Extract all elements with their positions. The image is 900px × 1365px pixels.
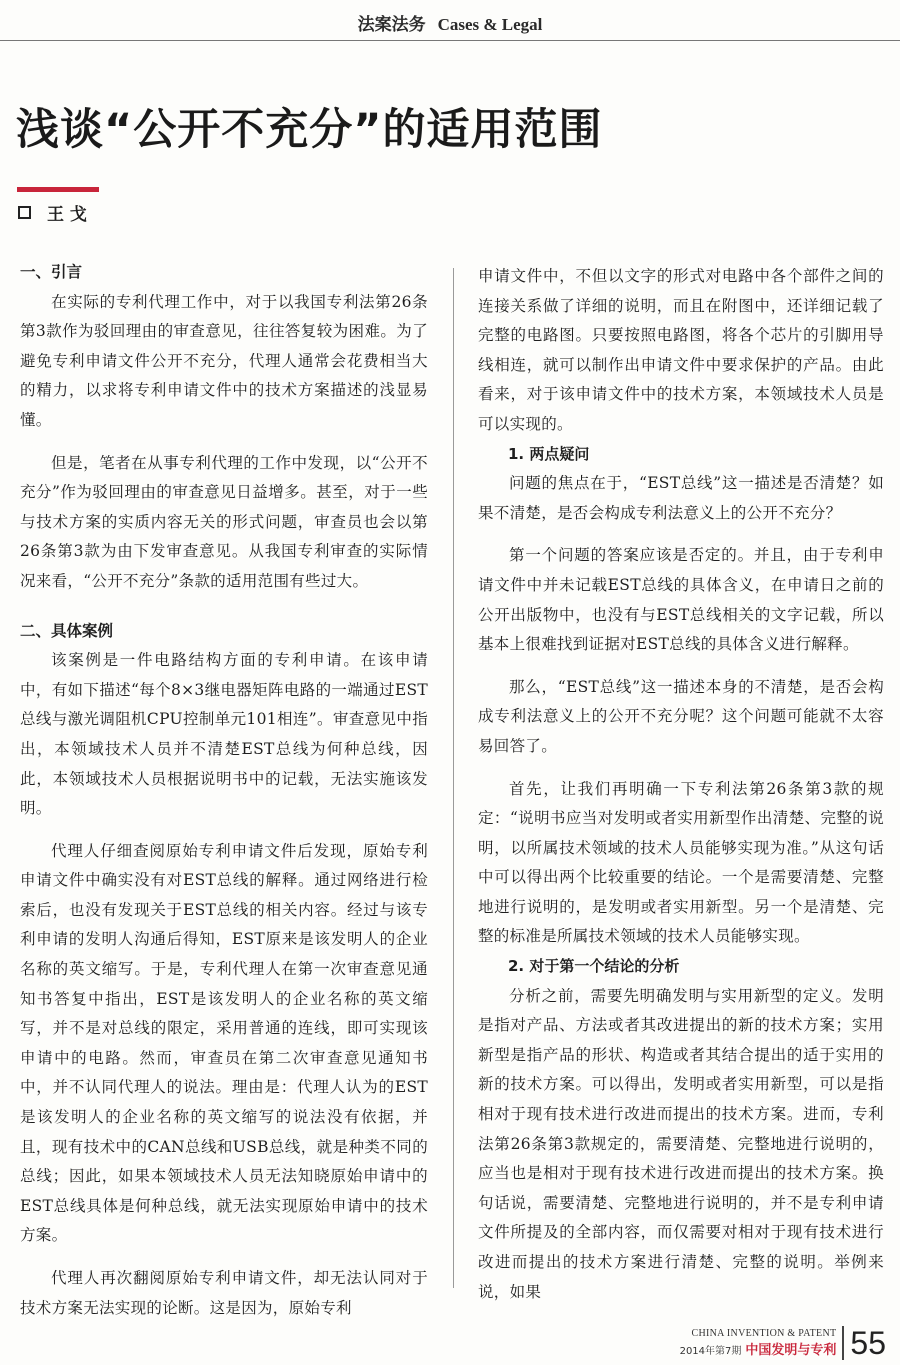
subsection-heading: 1. 两点疑问 [508,444,590,463]
body-paragraph: 首先，让我们再明确一下专利法第26条第3款的规定：“说明书应当对发明或者实用新型作出清楚、完整的说明，以所属技术领域的技术人员能够实现为准。”从这句话中可以得出两个比较重要的结论。一个是需要清楚、完整地进行说明的，是发明或者实用新型。另一个是清楚、完整的标准是所属技术领域的技术人员能够实现。 [478,779,884,946]
body-paragraph: 那么，“EST总线”这一描述本身的不清楚，是否会构成专利法意义上的公开不充分呢？这个问题可能就不太容易回答了。 [478,677,884,755]
square-bullet-icon [18,206,31,219]
title-accent-bar [17,187,99,192]
subsection-heading: 2. 对于第一个结论的分析 [508,957,680,976]
body-paragraph: 代理人再次翻阅原始专利申请文件，却无法认同对于技术方案无法实现的论断。这是因为，原始专利 [20,1269,428,1317]
article-title: 浅谈“公开不充分”的适用范围 [16,105,603,155]
body-paragraph: 在实际的专利代理工作中，对于以我国专利法第26条第3款作为驳回理由的审查意见，往往答复较为困难。为了避免专利申请文件公开不充分，代理人通常会花费相当大的精力，以求将专利申请文件中的技术方案描述的浅显易懂。 [20,292,428,429]
issue-label: 2014年第7期 [679,1346,742,1357]
page-footer [680,1326,886,1360]
body-paragraph: 但是，笔者在从事专利代理的工作中发现，以“公开不充分”作为驳回理由的审查意见日益增多。甚至，对于一些与技术方案的实质内容无关的形式问题，审查员也会以第26条第3款为由下发审查意见。从我国专利审查的实际情况来看，“公开不充分”条款的适用范围有些过大。 [20,453,428,590]
author-name: 王 戈 [47,205,87,225]
page-number: 55 [850,1325,886,1361]
running-header [0,0,900,42]
body-paragraph: 代理人仔细查阅原始专利申请文件后发现，原始专利申请文件中确实没有对EST总线的解释。通过网络进行检索后，也没有发现关于EST总线的相关内容。经过与该专利申请的发明人沟通后得知，EST原来是该发明人的企业名称的英文缩写。于是，专利代理人在第一次审查意见通知书答复中指出，EST是该发明人的企业名称的英文缩写，并不是对总线的限定，采用普通的连线，即可实现该申请中的电路。然而，审查员在第二次审查意见通知书中，并不认同代理人的说法。理由是：代理人认为的EST是该发明人的企业名称的英文缩写的说法没有依据，并且，现有技术中的CAN总线和USB总线，就是种类不同的总线；因此，如果本领域技术人员无法知晓原始申请中的EST总线具体是何种总线，就无法实现原始申请中的技术方案。 [20,841,428,1245]
left-column [20,258,428,1323]
body-paragraph: 该案例是一件电路结构方面的专利申请。在该申请中，有如下描述“每个8×3继电器矩阵电路的一端通过EST总线与激光调阻机CPU控制单元101相连”。审查意见中指出，本领域技术人员并不清楚EST总线为何种总线，因此，本领域技术人员根据说明书中的记载，无法实施该发明。 [20,651,428,818]
body-paragraph: 问题的焦点在于，“EST总线”这一描述是否清楚？如果不清楚，是否会构成专利法意义上的公开不充分？ [478,474,884,522]
right-column [478,262,884,1307]
body-paragraph: 第一个问题的答案应该是否定的。并且，由于专利申请文件中并未记载EST总线的具体含义，在申请日之前的公开出版物中，也没有与EST总线相关的文字记载，所以基本上很难找到证据对EST总线的具体含义进行解释。 [478,546,884,654]
section-heading: 一、引言 [20,263,83,281]
column-divider [453,268,454,1288]
footer-separator [842,1326,844,1360]
body-paragraph: 分析之前，需要先明确发明与实用新型的定义。发明是指对产品、方法或者其改进提出的新的技术方案；实用新型是指产品的形状、构造或者其结合提出的适于实用的新的技术方案。可以得出，发明或者实用新型，可以是指相对于现有技术进行改进而提出的技术方案。进而，专利法第26条第3款规定的，需要清楚、完整地进行说明的，应当也是相对于现有技术进行改进而提出的技术方案。换句话说，需要清楚、完整地进行说明的，并不是专利申请文件所提及的全部内容，而仅需要对相对于现有技术进行改进而提出的技术方案进行清楚、完整的说明。举例来说，如果 [478,986,884,1301]
journal-name-en: CHINA INVENTION & PATENT [691,1328,837,1339]
author-line [18,200,87,225]
journal-name-cn: 中国发明与专利 [745,1343,837,1358]
journal-meta [680,1328,837,1358]
section-label [0,10,900,35]
section-heading: 二、具体案例 [20,621,114,640]
section-label-en: Cases & Legal [437,15,543,34]
header-rule [0,40,900,41]
section-label-cn: 法案法务 [357,15,426,35]
body-paragraph: 申请文件中，不但以文字的形式对电路中各个部件之间的连接关系做了详细的说明，而且在附图中，还详细记载了完整的电路图。只要按照电路图，将各个芯片的引脚用导线相连，就可以制作出申请文件中要求保护的产品。由此看来，对于该申请文件中的技术方案，本领域技术人员是可以实现的。 [478,267,884,433]
